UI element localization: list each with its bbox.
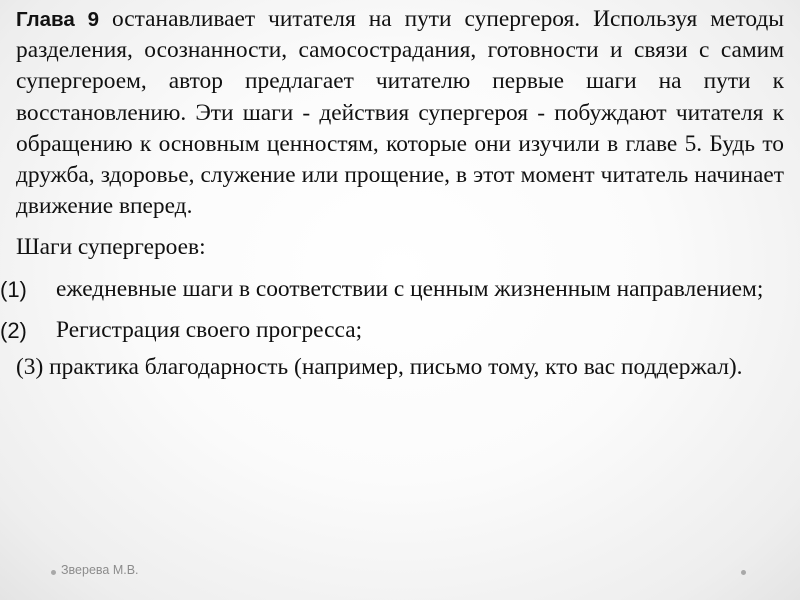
chapter-lead: Глава 9 <box>16 8 100 31</box>
list-item-text: ежедневные шаги в соответствии с ценным жизненным направлением; <box>56 275 764 302</box>
intro-text: останавливает читателя на пути супергероя. Используя методы разделения, осознанности, самосострадания, готовности и связи с самим супергероем, автор предлагает читателю первые шаги на пути к восстановлению. Эти шаги - действия супергероя - побуждают читателя к обращению к основным ценностям, которые они изучили в главе 5. Будь то дружба, здоровье, служение или прощение, в этот момент читатель начинает движение вперед. <box>16 6 784 220</box>
list-item-text: Регистрация своего прогресса; <box>56 316 363 343</box>
list-item-number: (1) <box>0 276 27 302</box>
slide-footer <box>0 557 800 587</box>
bullet-dot-icon <box>741 570 746 575</box>
footer-author: Зверева М.В. <box>61 563 139 577</box>
intro-paragraph <box>16 4 784 222</box>
list-item-third: (3) практика благодарность (например, письмо тому, кто вас поддержал). <box>16 354 743 381</box>
list-item <box>0 274 784 305</box>
list-item-number: (2) <box>0 317 27 343</box>
steps-heading: Шаги супергероев: <box>16 234 206 261</box>
slide-body <box>0 4 784 383</box>
bullet-dot-icon <box>51 570 56 575</box>
list-item <box>0 315 784 346</box>
